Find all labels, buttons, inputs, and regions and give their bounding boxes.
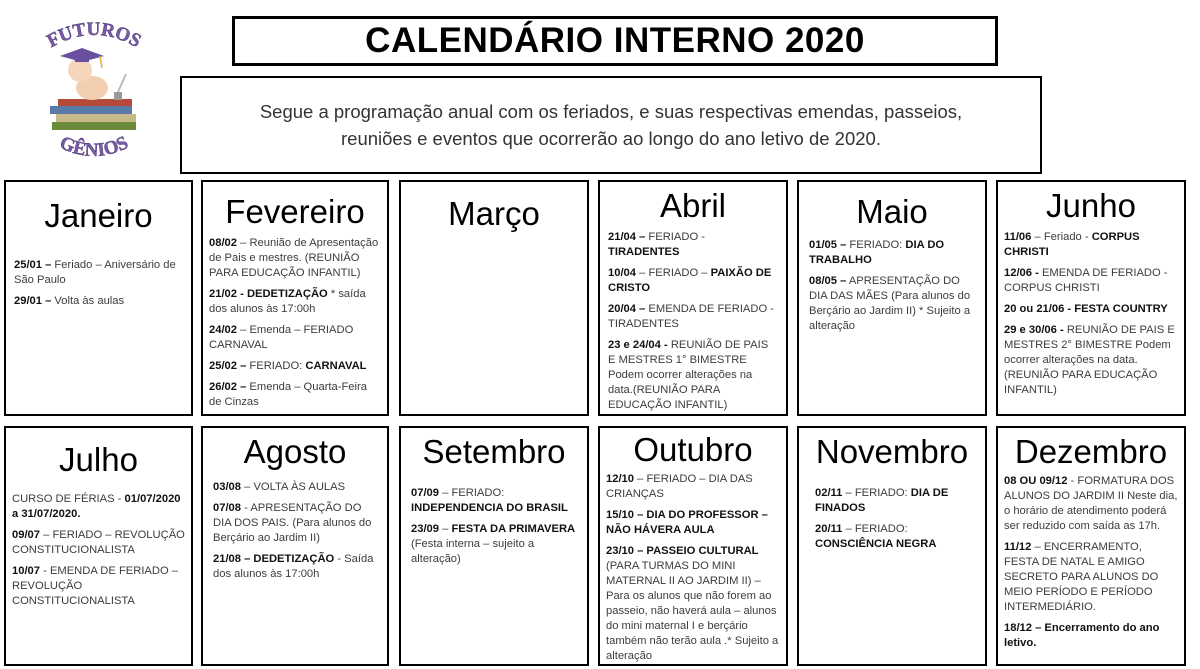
calendar-entry xyxy=(209,380,381,410)
entry-text: – Reunião de Apresentação de Pais e mestres. (REUNIÃO PARA EDUCAÇÃO INFANTIL) xyxy=(209,237,379,279)
entry-date-bold: 12/10 xyxy=(606,473,634,485)
page-title: CALENDÁRIO INTERNO 2020 xyxy=(365,21,865,60)
entry-date-bold: PAIXÃO DE CRISTO xyxy=(608,267,772,294)
entry-date-bold: 08 OU 09/12 xyxy=(1004,475,1068,487)
entry-text: EMENDA DE FERIADO - CORPUS CHRISTI xyxy=(1004,267,1168,294)
entry-date-bold: TIRADENTES xyxy=(608,246,680,258)
month-box-setembro xyxy=(399,426,589,666)
calendar-entry xyxy=(606,472,780,502)
calendar-entry xyxy=(14,258,183,288)
entry-date-bold: 21/04 – xyxy=(608,231,646,243)
calendar-entry xyxy=(411,522,577,567)
calendar-entry xyxy=(606,544,780,664)
entry-date-bold: 26/02 – xyxy=(209,381,247,393)
entry-text: – ENCERRAMENTO, FESTA DE NATAL E AMIGO SECRETO PARA ALUNOS DO MEIO PERÍODO E PERÍODO INTERMEDIÁRIO. xyxy=(1004,541,1159,613)
entry-date-bold: 11/06 xyxy=(1004,231,1032,243)
month-entries xyxy=(12,492,185,609)
month-entries xyxy=(209,236,381,410)
school-logo xyxy=(28,18,160,168)
entry-text: – xyxy=(439,523,452,535)
entry-text: - FORMATURA DOS ALUNOS DO JARDIM II Neste dia, o horário de atendimento poderá ser reduzido com saída as 17h. xyxy=(1004,475,1178,532)
month-name: Abril xyxy=(659,187,727,224)
month-box-fevereiro xyxy=(201,180,389,416)
entry-text: – Feriado - xyxy=(1031,231,1092,243)
month-name: Janeiro xyxy=(44,197,153,234)
month-name: Julho xyxy=(59,441,138,478)
entry-date-bold: 29/01 – xyxy=(14,295,52,307)
entry-date-bold: 01/07/2020 a 31/07/2020. xyxy=(12,493,181,520)
entry-date-bold: 01/05 – xyxy=(809,239,847,251)
entry-text: APRESENTAÇÃO DO DIA DAS MÃES (Para alunos do Berçário ao Jardim II) * Sujeito a alteração xyxy=(809,275,971,332)
calendar-entry xyxy=(12,564,185,609)
month-entries xyxy=(809,238,975,334)
entry-date-bold: 21/08 – DEDETIZAÇÃO xyxy=(213,553,335,565)
entry-text: CURSO DE FÉRIAS - xyxy=(12,493,125,505)
entry-date-bold: 03/08 xyxy=(213,481,241,493)
entry-text: * saída dos alunos às 17:00h xyxy=(209,288,366,315)
entry-date-bold: 25/02 – xyxy=(209,360,247,372)
month-name: Fevereiro xyxy=(225,193,365,230)
calendar-entry xyxy=(1004,323,1178,398)
entry-date-bold: 02/11 xyxy=(815,487,843,499)
calendar-entry xyxy=(1004,621,1178,651)
month-box-abril xyxy=(598,180,788,416)
entry-text: – FERIADO: xyxy=(842,487,911,499)
entry-text: – FERIADO: xyxy=(439,487,505,499)
calendar-entry xyxy=(815,486,969,516)
entry-date-bold: 10/07 xyxy=(12,565,40,577)
calendar-entry xyxy=(1004,474,1178,534)
month-entries xyxy=(815,486,969,552)
month-entries xyxy=(1004,474,1178,651)
entry-date-bold: FESTA DA PRIMAVERA xyxy=(451,523,576,535)
svg-text:FUTUROS xyxy=(44,19,145,52)
entry-date-bold: 24/02 xyxy=(209,324,237,336)
calendar-entry xyxy=(1004,230,1178,260)
entry-date-bold: 15/10 – DIA DO PROFESSOR – NÃO HÁVERA AULA xyxy=(606,509,768,536)
entry-date-bold: 23/10 – PASSEIO CULTURAL xyxy=(606,545,759,557)
calendar-entry xyxy=(209,359,381,374)
calendar-entry xyxy=(209,236,381,281)
entry-date-bold: 10/04 xyxy=(608,267,636,279)
entry-date-bold: 08/05 – xyxy=(809,275,847,287)
month-name: Outubro xyxy=(633,431,753,468)
month-name: Novembro xyxy=(815,433,969,470)
entry-date-bold: 20/11 xyxy=(815,523,843,535)
calendar-entry xyxy=(809,274,975,334)
entry-date-bold: 07/09 xyxy=(411,487,439,499)
calendar-entry xyxy=(815,522,969,552)
month-box-janeiro xyxy=(4,180,193,416)
month-box-marco xyxy=(399,180,589,416)
entry-text: Volta às aulas xyxy=(51,295,125,307)
calendar-entry xyxy=(209,287,381,317)
month-entries xyxy=(213,480,377,582)
entry-date-bold: 09/07 xyxy=(12,529,40,541)
month-box-dezembro xyxy=(996,426,1186,666)
calendar-entry xyxy=(14,294,183,309)
month-box-agosto xyxy=(201,426,389,666)
entry-date-bold: CORPUS CHRISTI xyxy=(1004,231,1140,258)
calendar-entry xyxy=(12,492,185,522)
entry-date-bold: 18/12 – Encerramento do ano letivo. xyxy=(1004,622,1160,649)
entry-date-bold: 07/08 xyxy=(213,502,241,514)
month-name: Junho xyxy=(1046,187,1136,224)
calendar-entry xyxy=(213,480,377,495)
intro-line-1: Segue a programação anual com os feriados, e suas respectivas emendas, passeios, xyxy=(259,101,963,122)
entry-text: Emenda – Quarta-Feira de Cinzas xyxy=(209,381,367,408)
calendar-entry xyxy=(1004,302,1178,317)
logo-top-text: FUTUROS xyxy=(43,18,145,52)
calendar-entry xyxy=(213,552,377,582)
month-box-maio xyxy=(797,180,987,416)
title-box xyxy=(232,16,998,66)
entry-date-bold: DIA DE FINADOS xyxy=(815,487,949,514)
month-entries xyxy=(14,258,183,309)
entry-text: FERIADO: xyxy=(246,360,306,372)
entry-date-bold: CONSCIÊNCIA NEGRA xyxy=(815,538,937,550)
entry-date-bold: 12/06 - xyxy=(1004,267,1039,279)
month-box-outubro xyxy=(598,426,788,666)
entry-date-bold: 23/09 xyxy=(411,523,439,535)
entry-text: – FERIADO – xyxy=(636,267,711,279)
entry-date-bold: 21/02 - DEDETIZAÇÃO xyxy=(209,288,328,300)
entry-text: (PARA TURMAS DO MINI MATERNAL II AO JARDIM II) – Para os alunos que não forem ao passeio, não haverá aula – alunos do mini maternal I e berçário também não terão aula .* Sujeito a alteração xyxy=(606,560,779,662)
intro-line-2: reuniões e eventos que ocorrerão ao longo do ano letivo de 2020. xyxy=(341,128,881,149)
calendar-entry xyxy=(213,501,377,546)
entry-date-bold: 20 ou 21/06 - FESTA COUNTRY xyxy=(1004,303,1168,315)
entry-text: REUNIÃO DE PAIS E MESTRES 2° BIMESTRE Podem ocorrer alterações na data.(REUNIÃO PARA EDUCAÇÃO INFANTIL) xyxy=(1004,324,1175,396)
entry-date-bold: INDEPENDENCIA DO BRASIL xyxy=(411,502,568,514)
entry-text: – VOLTA ÀS AULAS xyxy=(241,481,346,493)
month-entries xyxy=(608,230,778,413)
calendar-entry xyxy=(1004,540,1178,615)
entry-text: – FERIADO: xyxy=(842,523,908,535)
entry-text: - EMENDA DE FERIADO – REVOLUÇÃO CONSTITUCIONALISTA xyxy=(12,565,179,607)
calendar-entry xyxy=(606,508,780,538)
entry-text: REUNIÃO DE PAIS E MESTRES 1° BIMESTRE Podem ocorrer alterações na data.(REUNIÃO PARA EDUCAÇÃO INFANTIL) xyxy=(608,339,769,411)
entry-date-bold: 08/02 xyxy=(209,237,237,249)
month-entries xyxy=(606,472,780,664)
entry-text: (Festa interna – sujeito a alteração) xyxy=(411,538,535,565)
entry-date-bold: CARNAVAL xyxy=(305,360,367,372)
calendar-entry xyxy=(608,302,778,332)
month-box-novembro xyxy=(797,426,987,666)
calendar-entry xyxy=(12,528,185,558)
entry-date-bold: 20/04 – xyxy=(608,303,646,315)
month-name: Maio xyxy=(856,193,928,230)
entry-text: FERIADO - xyxy=(645,231,705,243)
entry-text: – FERIADO – REVOLUÇÃO CONSTITUCIONALISTA xyxy=(12,529,185,556)
month-entries xyxy=(411,486,577,567)
intro-box xyxy=(180,76,1042,174)
calendar-entry xyxy=(1004,266,1178,296)
entry-text: – FERIADO – DIA DAS CRIANÇAS xyxy=(606,473,753,500)
entry-text: - APRESENTAÇÃO DO DIA DOS PAIS. (Para alunos do Berçário ao Jardim II) xyxy=(213,502,372,544)
entry-text: FERIADO: xyxy=(846,239,906,251)
entry-text: Feriado – Aniversário de São Paulo xyxy=(14,259,176,286)
month-box-junho xyxy=(996,180,1186,416)
calendar-entry xyxy=(608,338,778,413)
entry-date-bold: DIA DO TRABALHO xyxy=(809,239,945,266)
logo-bottom-text: GÊNIOS xyxy=(56,132,132,162)
month-name: Dezembro xyxy=(1014,433,1168,470)
month-name: Agosto xyxy=(243,433,347,470)
calendar-entry xyxy=(608,266,778,296)
calendar-entry xyxy=(411,486,577,516)
entry-date-bold: 25/01 – xyxy=(14,259,52,271)
calendar-entry xyxy=(608,230,778,260)
entry-text: EMENDA DE FERIADO - TIRADENTES xyxy=(608,303,775,330)
entry-text: - Saída dos alunos às 17:00h xyxy=(213,553,374,580)
month-name: Março xyxy=(448,195,540,232)
svg-text:GÊNIOS xyxy=(57,132,132,161)
entry-date-bold: 29 e 30/06 - xyxy=(1004,324,1064,336)
entry-date-bold: 11/12 xyxy=(1004,541,1032,553)
month-entries xyxy=(1004,230,1178,398)
month-name: Setembro xyxy=(422,433,566,470)
calendar-entry xyxy=(809,238,975,268)
entry-date-bold: 23 e 24/04 - xyxy=(608,339,668,351)
month-box-julho xyxy=(4,426,193,666)
calendar-entry xyxy=(209,323,381,353)
entry-text: – Emenda – FERIADO CARNAVAL xyxy=(209,324,354,351)
